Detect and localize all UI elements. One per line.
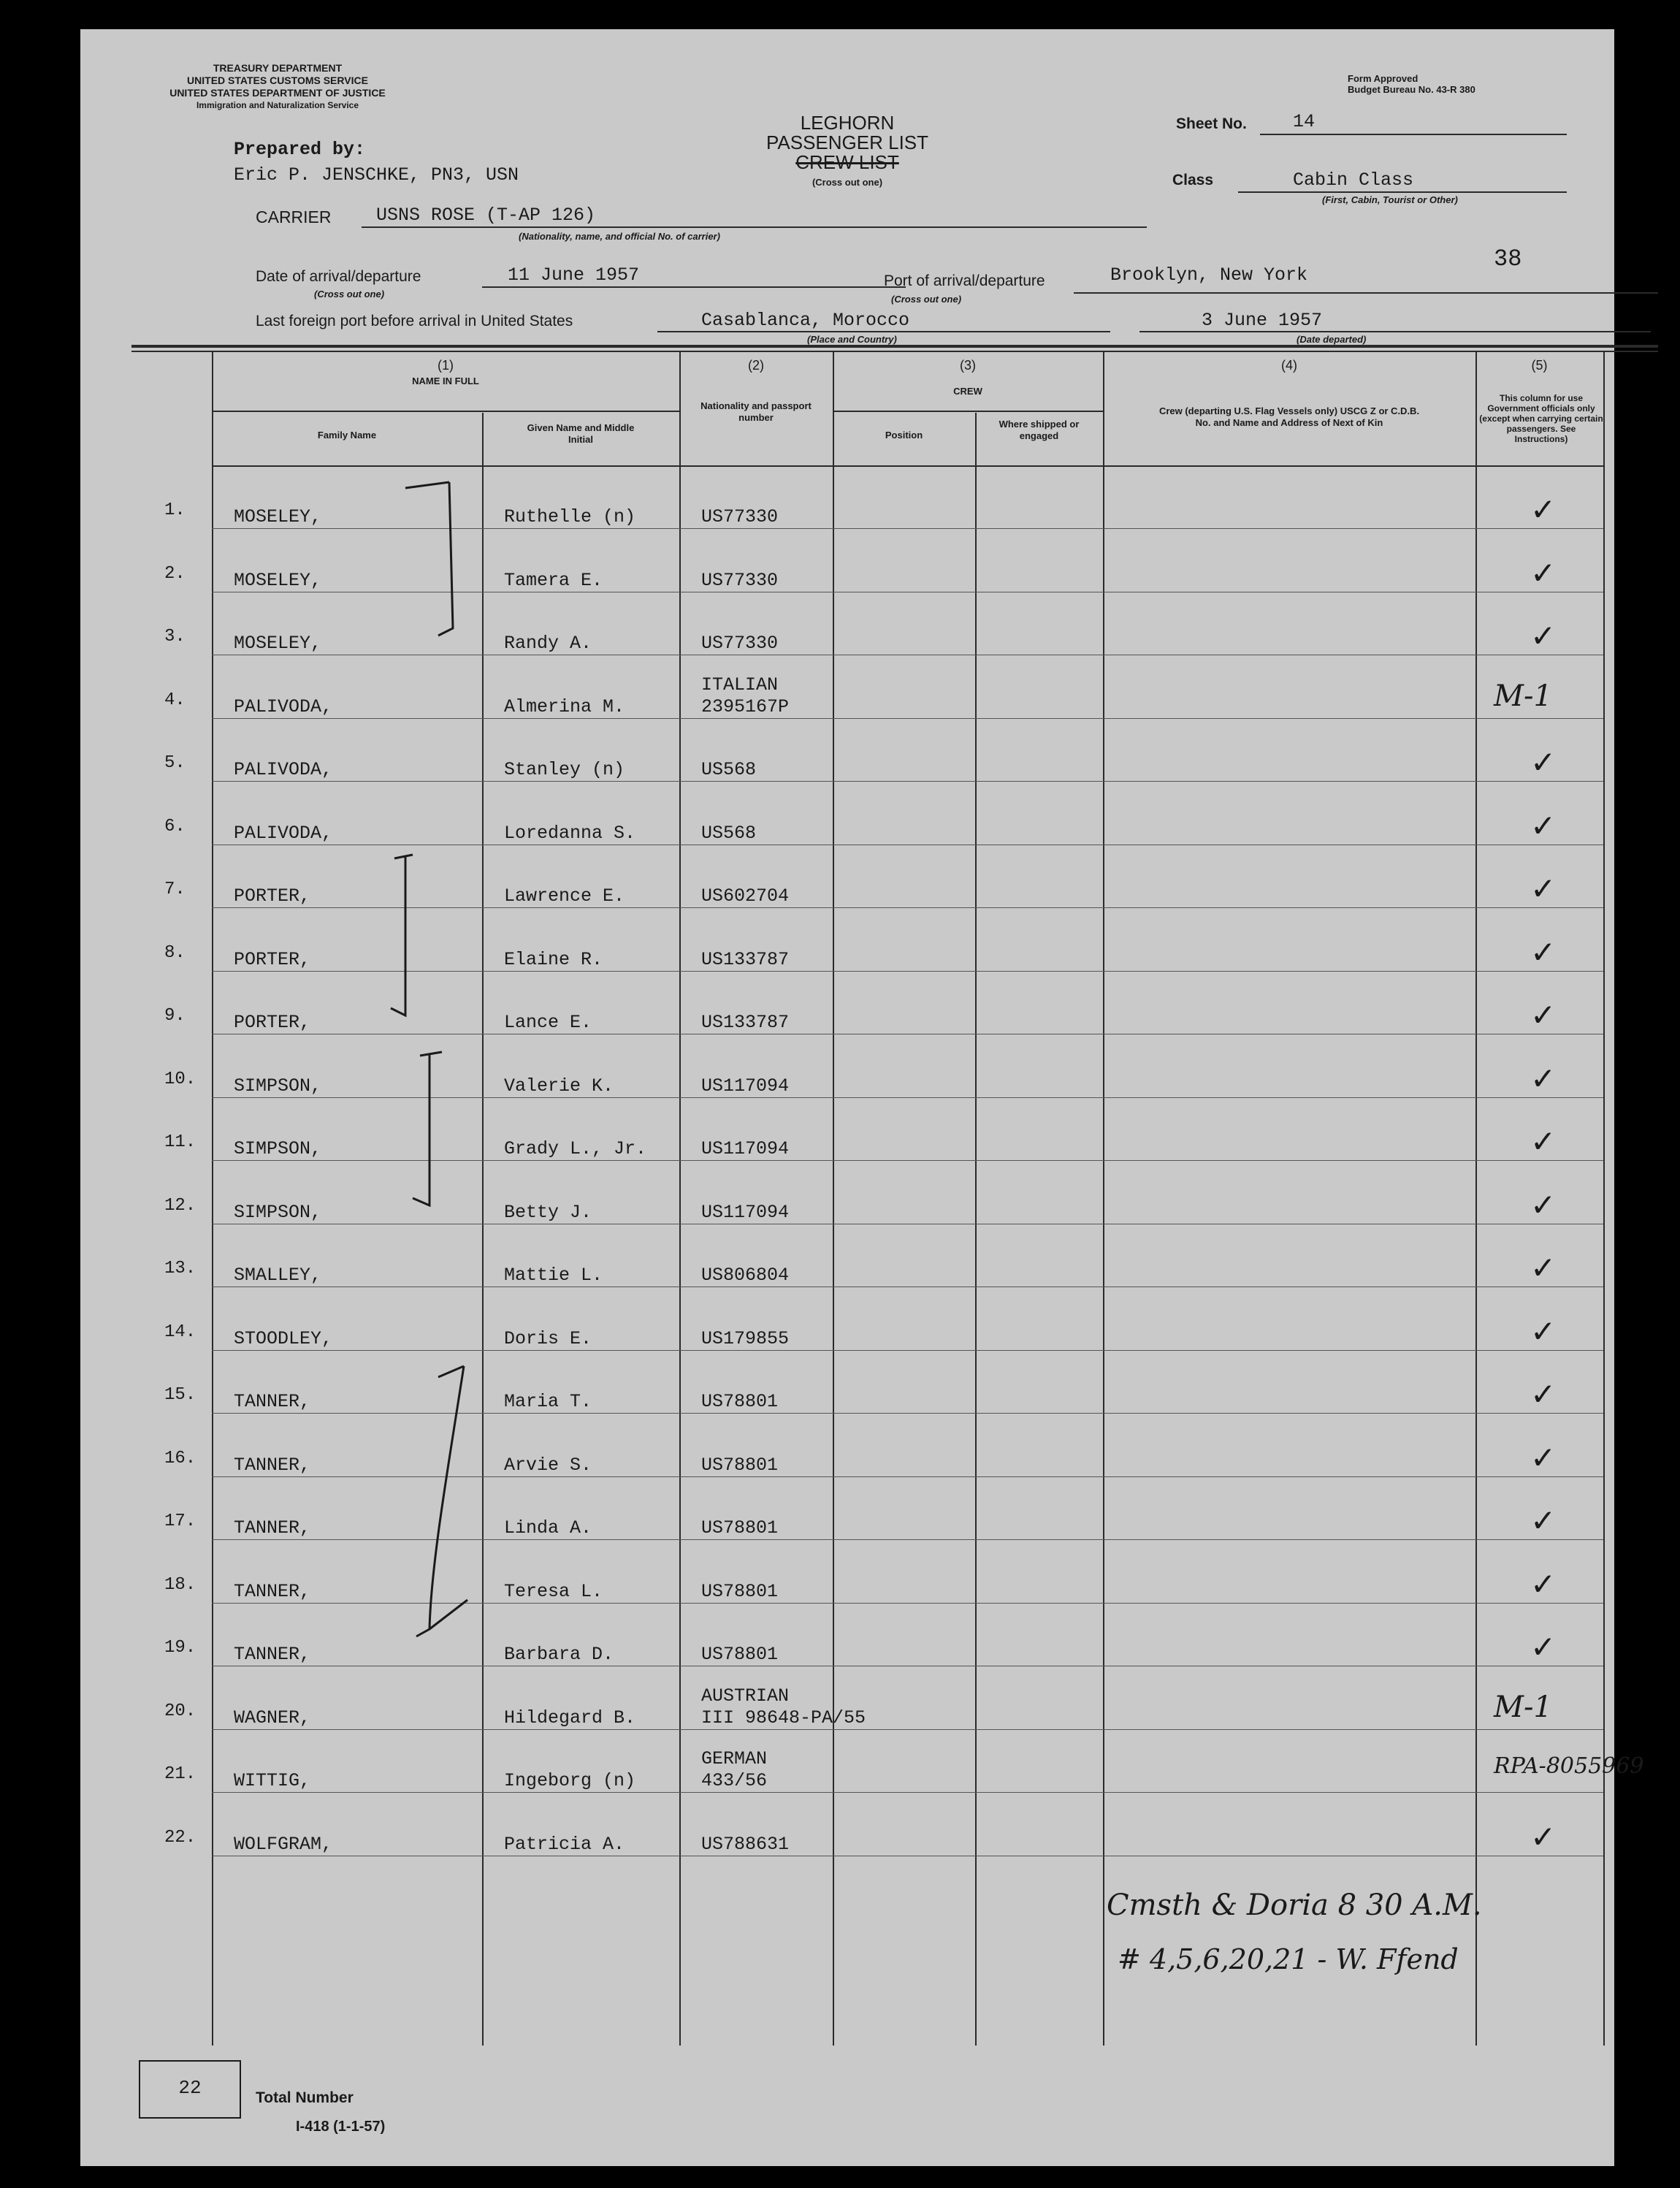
last-port-label: Last foreign port before arrival in United States [256, 313, 573, 329]
family-name: TANNER, [234, 1644, 311, 1665]
family-name: PALIVODA, [234, 759, 333, 780]
col3-where: Where shipped or engaged [999, 419, 1080, 441]
family-name: SIMPSON, [234, 1075, 322, 1097]
nationality: GERMAN [701, 1748, 768, 1769]
official-mark: ✓ [1530, 808, 1557, 844]
passport-number: US78801 [701, 1581, 779, 1602]
passport-number: US568 [701, 823, 757, 844]
carrier-value: USNS ROSE (T-AP 126) [376, 205, 596, 226]
given-name: Lawrence E. [504, 885, 625, 907]
given-name: Teresa L. [504, 1581, 603, 1602]
given-name: Patricia A. [504, 1834, 625, 1855]
row-number: 5. [164, 753, 186, 773]
class-value: Cabin Class [1293, 169, 1414, 191]
given-name: Valerie K. [504, 1075, 614, 1097]
bracket-marks [80, 29, 1614, 2166]
col3-position: Position [885, 430, 923, 441]
official-mark: ✓ [1530, 1819, 1557, 1855]
family-name: WAGNER, [234, 1707, 311, 1728]
nationality: ITALIAN [701, 674, 779, 695]
col5-num: (5) [1531, 358, 1548, 373]
row-number: 2. [164, 564, 186, 584]
last-port-note: (Place and Country) [807, 334, 897, 345]
col5-title: This column for use Government officials only (except when carrying certain passengers. See Instructions) [1479, 393, 1603, 444]
agency-line: TREASURY DEPARTMENT [213, 62, 343, 74]
family-name: PORTER, [234, 885, 311, 907]
passport-number: US806804 [701, 1265, 790, 1286]
departed-note: (Date departed) [1297, 334, 1367, 345]
passport-number: 2395167P [701, 696, 790, 717]
title-note: (Cross out one) [812, 177, 883, 188]
official-mark: ✓ [1530, 1314, 1557, 1349]
row-number: 17. [164, 1512, 196, 1531]
official-mark: ✓ [1530, 1503, 1557, 1539]
row-number: 18. [164, 1575, 196, 1595]
official-mark: M-1 [1494, 679, 1552, 713]
row-number: 16. [164, 1449, 196, 1468]
class-label: Class [1172, 172, 1214, 188]
title-struck: CREW LIST [795, 151, 899, 173]
given-name: Ruthelle (n) [504, 506, 636, 527]
official-mark: ✓ [1530, 1187, 1557, 1223]
family-name: TANNER, [234, 1517, 311, 1539]
official-mark: ✓ [1530, 555, 1557, 591]
official-mark: ✓ [1530, 1061, 1557, 1097]
given-name: Barbara D. [504, 1644, 614, 1665]
sheet-label: Sheet No. [1176, 115, 1247, 132]
family-name: SIMPSON, [234, 1138, 322, 1159]
col3-title: CREW [953, 386, 982, 397]
arrival-label: Date of arrival/departure [256, 268, 421, 285]
passport-number: US568 [701, 759, 757, 780]
official-mark: ✓ [1530, 997, 1557, 1033]
given-name: Loredanna S. [504, 823, 636, 844]
passport-number: US78801 [701, 1517, 779, 1539]
row-number: 7. [164, 880, 186, 899]
given-name: Almerina M. [504, 696, 625, 717]
title-main: PASSENGER LIST [765, 131, 929, 153]
passport-number: III 98648-PA/55 [701, 1707, 866, 1728]
row-number: 4. [164, 690, 186, 710]
port-value: Brooklyn, New York [1110, 264, 1308, 286]
handwritten-note: Cmsth & Doria 8 30 A.M. [1107, 1888, 1482, 1922]
arrival-value: 11 June 1957 [508, 264, 640, 286]
family-name: TANNER, [234, 1391, 311, 1412]
arrival-note: (Cross out one) [314, 289, 385, 300]
passport-number: 433/56 [701, 1770, 768, 1791]
col3-num: (3) [960, 358, 976, 373]
given-name: Tamera E. [504, 570, 603, 591]
col4-num: (4) [1281, 358, 1297, 373]
agency-line: Immigration and Naturalization Service [196, 100, 359, 110]
col1-num: (1) [438, 358, 454, 373]
official-mark: ✓ [1530, 934, 1557, 970]
form-number: I-418 (1-1-57) [296, 2119, 386, 2135]
class-note: (First, Cabin, Tourist or Other) [1322, 194, 1458, 205]
family-name: STOODLEY, [234, 1328, 333, 1349]
family-name: MOSELEY, [234, 570, 322, 591]
given-name: Hildegard B. [504, 1707, 636, 1728]
family-name: MOSELEY, [234, 633, 322, 654]
prepared-label: Prepared by: [234, 139, 366, 160]
row-number: 22. [164, 1828, 196, 1848]
given-name: Randy A. [504, 633, 592, 654]
given-name: Lance E. [504, 1012, 592, 1033]
page-number: 38 [1494, 245, 1522, 272]
departed-value: 3 June 1957 [1202, 310, 1323, 331]
bracket-mark [413, 1052, 442, 1205]
official-mark: ✓ [1530, 744, 1557, 780]
port-note: (Cross out one) [891, 294, 962, 305]
passport-number: US133787 [701, 949, 790, 970]
bracket-mark [405, 482, 453, 636]
family-name: SMALLEY, [234, 1265, 322, 1286]
row-number: 9. [164, 1006, 186, 1026]
official-mark: M-1 [1494, 1690, 1552, 1724]
official-mark: ✓ [1530, 618, 1557, 654]
family-name: TANNER, [234, 1581, 311, 1602]
col2-title: Nationality and passport number [700, 400, 812, 423]
family-name: PALIVODA, [234, 823, 333, 844]
family-name: WITTIG, [234, 1770, 311, 1791]
given-name: Betty J. [504, 1202, 592, 1223]
passport-number: US78801 [701, 1391, 779, 1412]
bracket-mark [391, 855, 413, 1015]
prepared-value: Eric P. JENSCHKE, PN3, USN [234, 164, 519, 186]
agency-line: UNITED STATES CUSTOMS SERVICE [187, 75, 368, 86]
col1-family-header: Family Name [317, 430, 377, 441]
passport-number: US133787 [701, 1012, 790, 1033]
passport-number: US77330 [701, 633, 779, 654]
row-number: 14. [164, 1322, 196, 1342]
passport-number: US77330 [701, 506, 779, 527]
given-name: Mattie L. [504, 1265, 603, 1286]
row-number: 21. [164, 1764, 196, 1784]
row-number: 8. [164, 943, 186, 963]
given-name: Arvie S. [504, 1455, 592, 1476]
port-label: Port of arrival/departure [884, 272, 1045, 289]
carrier-note: (Nationality, name, and official No. of carrier) [519, 231, 720, 242]
row-number: 20. [164, 1701, 196, 1721]
passport-number: US78801 [701, 1644, 779, 1665]
form-approved-line: Form Approved [1348, 73, 1419, 84]
last-port-value: Casablanca, Morocco [701, 310, 910, 331]
passport-number: US77330 [701, 570, 779, 591]
passport-number: US179855 [701, 1328, 790, 1349]
row-number: 13. [164, 1259, 196, 1278]
agency-line: UNITED STATES DEPARTMENT OF JUSTICE [169, 87, 386, 99]
given-name: Stanley (n) [504, 759, 625, 780]
official-mark: RPA-8055969 [1494, 1753, 1644, 1779]
total-label: Total Number [256, 2089, 354, 2106]
passport-number: US602704 [701, 885, 790, 907]
row-number: 19. [164, 1638, 196, 1658]
title-port: LEGHORN [800, 112, 895, 134]
family-name: PORTER, [234, 949, 311, 970]
family-name: WOLFGRAM, [234, 1834, 333, 1855]
form-approved-line: Budget Bureau No. 43-R 380 [1348, 84, 1475, 95]
row-number: 1. [164, 500, 186, 520]
official-mark: ✓ [1530, 1629, 1557, 1665]
given-name: Elaine R. [504, 949, 603, 970]
row-number: 11. [164, 1132, 196, 1152]
document-page [80, 29, 1644, 2166]
passport-number: US78801 [701, 1455, 779, 1476]
passport-number: US117094 [701, 1138, 790, 1159]
family-name: MOSELEY, [234, 506, 322, 527]
family-name: TANNER, [234, 1455, 311, 1476]
given-name: Ingeborg (n) [504, 1770, 636, 1791]
given-name: Maria T. [504, 1391, 592, 1412]
family-name: PORTER, [234, 1012, 311, 1033]
bracket-mark [416, 1366, 467, 1636]
official-mark: ✓ [1530, 871, 1557, 907]
official-mark: ✓ [1530, 1124, 1557, 1159]
family-name: PALIVODA, [234, 696, 333, 717]
passport-number: US788631 [701, 1834, 790, 1855]
row-number: 15. [164, 1385, 196, 1405]
row-number: 12. [164, 1196, 196, 1216]
total-value: 22 [178, 2077, 202, 2099]
given-name: Grady L., Jr. [504, 1138, 647, 1159]
family-name: SIMPSON, [234, 1202, 322, 1223]
sheet-value: 14 [1293, 111, 1316, 132]
col4-title: Crew (departing U.S. Flag Vessels only) USCG Z or C.D.B. No. and Name and Address of Next of Kin [1158, 405, 1420, 428]
row-number: 10. [164, 1070, 196, 1089]
official-mark: ✓ [1530, 492, 1557, 527]
carrier-label: CARRIER [256, 207, 332, 226]
row-number: 6. [164, 817, 186, 836]
given-name: Doris E. [504, 1328, 592, 1349]
passport-number: US117094 [701, 1075, 790, 1097]
handwritten-note: # 4,5,6,20,21 - W. Ffend [1118, 1943, 1459, 1975]
official-mark: ✓ [1530, 1566, 1557, 1602]
col1-given-header: Given Name and Middle Initial [527, 422, 635, 445]
official-mark: ✓ [1530, 1250, 1557, 1286]
official-mark: ✓ [1530, 1376, 1557, 1412]
official-mark: ✓ [1530, 1440, 1557, 1476]
passport-number: US117094 [701, 1202, 790, 1223]
col1-title: NAME IN FULL [412, 376, 479, 386]
row-number: 3. [164, 627, 186, 647]
col2-num: (2) [748, 358, 764, 373]
given-name: Linda A. [504, 1517, 592, 1539]
nationality: AUSTRIAN [701, 1685, 790, 1707]
